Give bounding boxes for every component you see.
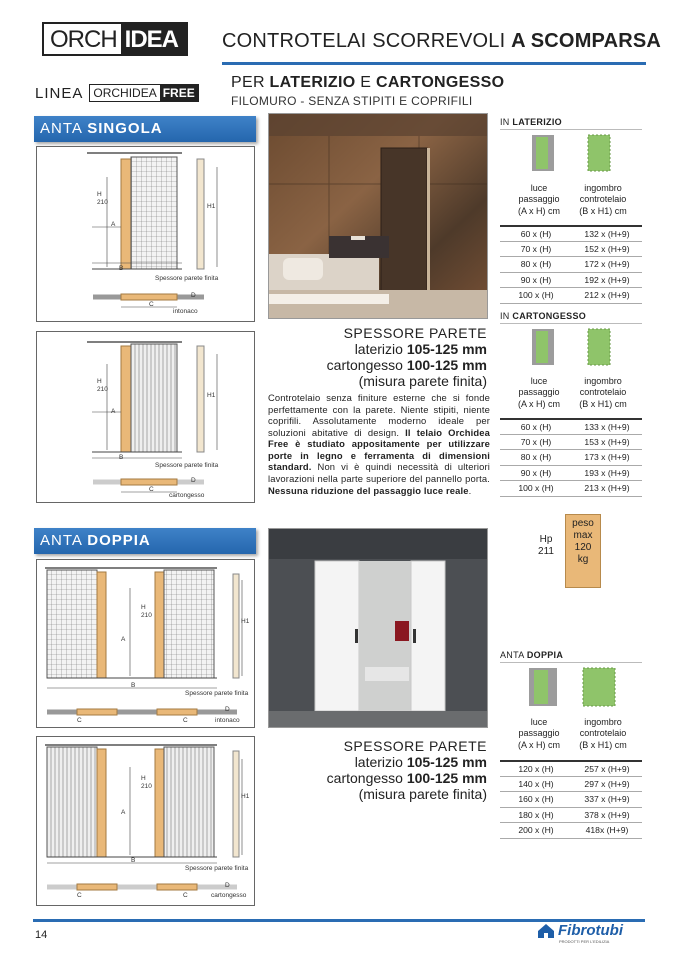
thead-col1-l1: luce xyxy=(530,376,548,386)
section-singola-bold: SINGOLA xyxy=(87,120,163,137)
cell-ingombro: 192 x (H+9) xyxy=(584,274,630,285)
dim-A: A xyxy=(111,408,116,415)
cell-luce: 140 x (H) xyxy=(518,778,554,789)
table-row xyxy=(500,822,642,838)
table-laterizio-rule xyxy=(500,129,642,130)
linea-badge xyxy=(89,84,198,102)
cell-luce: 80 x (H) xyxy=(520,452,552,463)
table-doppia-title xyxy=(500,650,563,660)
table-end-rule xyxy=(500,496,642,497)
page-title xyxy=(222,30,661,53)
dim-D: D xyxy=(225,882,230,889)
table-row xyxy=(500,225,642,241)
table-row xyxy=(500,760,642,776)
cell-luce: 90 x (H) xyxy=(520,467,552,478)
cell-ingombro: 213 x (H+9) xyxy=(584,483,630,494)
logo-light: ORCH xyxy=(50,26,117,53)
table-row xyxy=(500,480,642,496)
swatch-luce-laterizio xyxy=(530,133,556,178)
dim-D: D xyxy=(191,292,196,299)
thead-col2-l2: controtelaio xyxy=(579,194,627,205)
cell-luce: 120 x (H) xyxy=(518,763,554,774)
dim-A: A xyxy=(121,636,126,643)
swatch-luce-cartongesso xyxy=(530,327,556,372)
peso-badge xyxy=(565,514,601,588)
diagram-doppia-laterizio xyxy=(36,559,255,728)
spessore-title: SPESSORE PARETE xyxy=(343,325,487,341)
thead-col2-l3: (B x H1) cm xyxy=(579,739,627,750)
dim-D: D xyxy=(225,706,230,713)
cell-ingombro: 257 x (H+9) xyxy=(584,763,630,774)
thead-col1-l1: luce xyxy=(530,717,548,727)
table-row xyxy=(500,287,642,303)
spessore-cartongesso-label: cartongesso xyxy=(326,357,407,374)
dim-H: H xyxy=(97,378,102,385)
paragraph-part3: Non vi è quindi necessità di ulteriori lavorazioni nella parte superiore del pannello porta. xyxy=(268,461,490,484)
diagram-singola-cartongesso-drawing xyxy=(37,332,255,503)
spessore-laterizio-value: 105-125 mm xyxy=(406,341,487,358)
logo-dark: IDEA xyxy=(121,24,186,54)
section-anta-singola xyxy=(34,116,256,142)
table-row xyxy=(500,449,642,465)
peso-label: peso xyxy=(572,518,594,529)
spessore-cartongesso xyxy=(292,357,487,373)
table-row xyxy=(500,807,642,823)
cell-ingombro: 297 x (H+9) xyxy=(584,778,630,789)
linea-badge-dark: FREE xyxy=(160,85,198,101)
dim-C: C xyxy=(149,486,154,493)
hp-value: 211 xyxy=(538,546,554,557)
dim-H: H xyxy=(141,775,146,782)
spessore-laterizio xyxy=(292,754,487,770)
spessore-block-doppia xyxy=(292,738,487,802)
diagram-singola-laterizio xyxy=(36,146,255,322)
spessore-label: Spessore parete finita xyxy=(155,462,219,469)
cell-luce: 180 x (H) xyxy=(518,809,554,820)
page-number: 14 xyxy=(35,929,48,941)
dim-210: 210 xyxy=(141,783,152,790)
thead-col2-doppia xyxy=(570,717,636,751)
table-laterizio-title xyxy=(500,117,562,127)
section-doppia-bold: DOPPIA xyxy=(87,532,151,549)
cartongesso-label: cartongesso xyxy=(211,892,247,899)
thead-col2-l1: ingombro xyxy=(584,183,622,193)
cell-ingombro: 133 x (H+9) xyxy=(584,421,630,432)
diagram-doppia-cartongesso-drawing xyxy=(37,737,255,906)
dim-A: A xyxy=(111,221,116,228)
dim-C: C xyxy=(149,301,154,308)
spessore-label: Spessore parete finita xyxy=(185,865,249,872)
dim-C2: C xyxy=(183,717,188,724)
dim-B: B xyxy=(119,265,124,272)
cell-ingombro: 418x (H+9) xyxy=(585,825,629,836)
table-row xyxy=(500,791,642,807)
hp-label xyxy=(534,534,558,558)
page-title-regular: CONTROTELAI SCORREVOLI xyxy=(222,30,512,52)
photo-bedroom-single xyxy=(268,113,488,319)
cell-luce: 70 x (H) xyxy=(520,436,552,447)
cell-ingombro: 212 x (H+9) xyxy=(584,290,630,301)
spessore-cartongesso-value: 100-125 mm xyxy=(406,357,487,374)
house-icon xyxy=(537,923,555,939)
spessore-note: (misura parete finita) xyxy=(358,373,487,390)
table-row xyxy=(500,241,642,257)
dim-C: C xyxy=(77,717,82,724)
table-end-rule xyxy=(500,303,642,304)
dim-C2: C xyxy=(183,892,188,899)
cell-ingombro: 337 x (H+9) xyxy=(584,794,630,805)
table-row xyxy=(500,256,642,272)
cell-ingombro: 172 x (H+9) xyxy=(584,259,630,270)
cartongesso-label: cartongesso xyxy=(169,492,205,499)
spessore-note: (misura parete finita) xyxy=(358,786,487,803)
table-cartongesso-prefix: IN xyxy=(500,311,513,321)
spessore-laterizio-label: laterizio xyxy=(354,341,407,358)
thead-col2-laterizio xyxy=(570,183,636,217)
table-row xyxy=(500,418,642,434)
spessore-cartongesso xyxy=(292,770,487,786)
dim-H1: H1 xyxy=(241,793,250,800)
dim-H: H xyxy=(141,604,146,611)
dim-210: 210 xyxy=(97,199,108,206)
paragraph-part4: Nessuna riduzione del passaggio luce reale xyxy=(268,484,469,496)
cell-ingombro: 153 x (H+9) xyxy=(584,436,630,447)
dim-H1: H1 xyxy=(207,203,216,210)
dim-A: A xyxy=(121,809,126,816)
intonaco-label: intonaco xyxy=(215,717,240,724)
diagram-doppia-cartongesso xyxy=(36,736,255,906)
page-title-bold: A SCOMPARSA xyxy=(511,30,662,52)
table-row xyxy=(500,776,642,792)
spessore-title: SPESSORE PARETE xyxy=(343,738,487,754)
cell-luce: 100 x (H) xyxy=(518,290,554,301)
thead-col1-l1: luce xyxy=(530,183,548,193)
cell-luce: 90 x (H) xyxy=(520,274,552,285)
thead-col2-l1: ingombro xyxy=(584,376,622,386)
peso-value: 120 kg xyxy=(574,542,592,565)
subheading-laterizio: LATERIZIO xyxy=(269,74,356,91)
subheading xyxy=(231,74,504,108)
dim-C: C xyxy=(77,892,82,899)
thead-col1-l3: (A x H) cm xyxy=(518,205,560,216)
dim-D: D xyxy=(191,477,196,484)
table-row xyxy=(500,434,642,450)
photo-room-double-drawing xyxy=(269,529,488,728)
dim-210: 210 xyxy=(141,612,152,619)
subheading-prefix: PER xyxy=(231,74,270,91)
table-row xyxy=(500,272,642,288)
peso-max: max xyxy=(573,530,593,541)
diagram-singola-laterizio-drawing xyxy=(37,147,255,322)
spessore-cartongesso-value: 100-125 mm xyxy=(406,770,487,787)
table-row xyxy=(500,465,642,481)
thead-col2-l3: (B x H1) cm xyxy=(579,205,627,216)
swatch-ingombro-cartongesso xyxy=(586,327,612,372)
table-cartongesso-title xyxy=(500,311,586,321)
thead-col1-cartongesso xyxy=(506,376,572,410)
cell-luce: 70 x (H) xyxy=(520,243,552,254)
paragraph-part2: Il telaio Orchidea Free è studiato appositamente per utilizzare porte in legno e ferramenta di dimensioni standard. xyxy=(268,426,490,473)
cell-ingombro: 193 x (H+9) xyxy=(584,467,630,478)
spessore-cartongesso-label: cartongesso xyxy=(326,770,407,787)
cell-luce: 160 x (H) xyxy=(518,794,554,805)
orchidea-logo xyxy=(42,22,188,56)
dim-210: 210 xyxy=(97,386,108,393)
swatch-ingombro-laterizio xyxy=(586,133,612,178)
diagram-doppia-laterizio-drawing xyxy=(37,560,255,728)
cell-ingombro: 132 x (H+9) xyxy=(584,228,630,239)
thead-col2-l3: (B x H1) cm xyxy=(579,398,627,409)
subheading-line2: FILOMURO - SENZA STIPITI E COPRIFILI xyxy=(231,94,473,108)
dim-B: B xyxy=(119,454,124,461)
dim-B: B xyxy=(131,857,136,864)
photo-bedroom-single-drawing xyxy=(269,114,488,319)
spessore-label: Spessore parete finita xyxy=(185,690,249,697)
linea-label xyxy=(35,84,199,102)
section-singola-regular: ANTA xyxy=(40,120,88,137)
table-laterizio-prefix: IN xyxy=(500,117,513,127)
paragraph-part1: Controtelaio senza finiture esterne che si fonde perfettamente con la parete. Niente stipiti, niente coprifili. Assolutamente moderno ideale per soluzioni abitative di design. xyxy=(268,392,490,438)
intonaco-label: intonaco xyxy=(173,308,198,315)
diagram-singola-cartongesso xyxy=(36,331,255,503)
header-rule xyxy=(222,62,646,65)
thead-col1-doppia xyxy=(506,717,572,751)
fibrotubi-brand xyxy=(537,922,623,944)
subheading-cartongesso: CARTONGESSO xyxy=(375,74,505,91)
dim-B: B xyxy=(131,682,136,689)
table-end-rule xyxy=(500,838,642,839)
thead-col1-l2: passaggio xyxy=(518,387,560,398)
table-cartongesso-rule xyxy=(500,323,642,324)
linea-badge-light: ORCHIDEA xyxy=(93,86,157,100)
thead-col1-l3: (A x H) cm xyxy=(518,739,560,750)
description-paragraph xyxy=(268,392,490,496)
brand-tagline: PRODOTTI PER L'EDILIZIA xyxy=(559,939,610,944)
thead-col1-l2: passaggio xyxy=(518,194,560,205)
thead-col1-l3: (A x H) cm xyxy=(518,398,560,409)
table-doppia-prefix: ANTA xyxy=(500,650,527,660)
brand-name: Fibrotubi xyxy=(558,922,623,939)
swatch-luce-doppia xyxy=(528,666,558,713)
table-cartongesso-name: CARTONGESSO xyxy=(512,311,587,321)
spessore-label: Spessore parete finita xyxy=(155,275,219,282)
cell-luce: 200 x (H) xyxy=(518,825,554,836)
dim-H1: H1 xyxy=(241,618,250,625)
table-laterizio-name: LATERIZIO xyxy=(512,117,562,127)
dim-H: H xyxy=(97,191,102,198)
spessore-block-singola xyxy=(292,325,487,389)
cell-luce: 60 x (H) xyxy=(520,228,552,239)
section-doppia-regular: ANTA xyxy=(40,532,88,549)
cell-ingombro: 173 x (H+9) xyxy=(584,452,630,463)
section-anta-doppia xyxy=(34,528,256,554)
photo-room-double xyxy=(268,528,488,728)
thead-col1-laterizio xyxy=(506,183,572,217)
hp-label-text: Hp xyxy=(539,534,553,545)
subheading-line1 xyxy=(231,74,504,92)
paragraph-part5: . xyxy=(468,484,472,496)
cell-ingombro: 152 x (H+9) xyxy=(584,243,630,254)
swatch-ingombro-doppia xyxy=(582,666,616,713)
cell-luce: 100 x (H) xyxy=(518,483,554,494)
linea-text: LINEA xyxy=(35,84,84,102)
cell-luce: 60 x (H) xyxy=(520,421,552,432)
thead-col1-l2: passaggio xyxy=(518,728,560,739)
spessore-laterizio-label: laterizio xyxy=(354,754,407,771)
thead-col2-l2: controtelaio xyxy=(579,728,627,739)
table-doppia-rule xyxy=(500,662,642,663)
thead-col2-cartongesso xyxy=(570,376,636,410)
thead-col2-l2: controtelaio xyxy=(579,387,627,398)
cell-ingombro: 378 x (H+9) xyxy=(584,809,630,820)
table-doppia-name: DOPPIA xyxy=(526,650,564,660)
spessore-laterizio xyxy=(292,341,487,357)
spessore-laterizio-value: 105-125 mm xyxy=(406,754,487,771)
dim-H1: H1 xyxy=(207,392,216,399)
cell-luce: 80 x (H) xyxy=(520,259,552,270)
subheading-mid: E xyxy=(355,74,376,91)
thead-col2-l1: ingombro xyxy=(584,717,622,727)
